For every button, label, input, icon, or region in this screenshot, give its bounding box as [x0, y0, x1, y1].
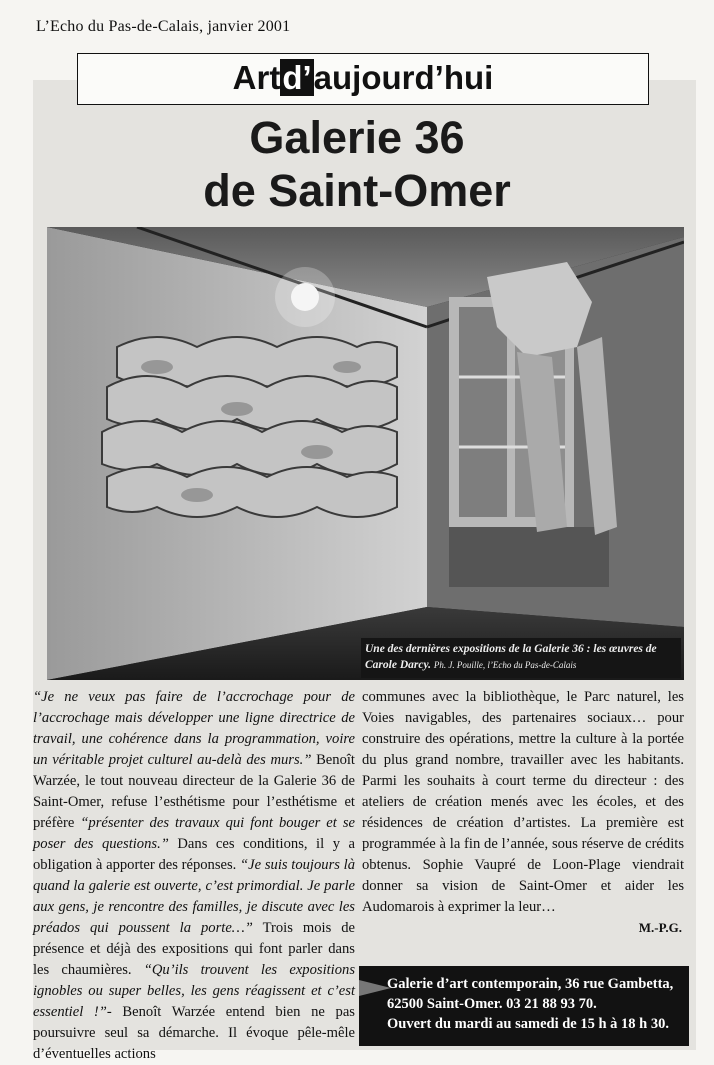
gallery-photo: [47, 227, 684, 680]
headline-line-1: Galerie 36: [249, 112, 465, 163]
quote-1: “Je ne veux pas faire de l’accrochage pour de l’accrochage mais développer une ligne directrice de travail, une cohérence dans la programmation, voire un véritable projet culturel au-delà des murs.”: [33, 689, 355, 768]
text-2: Dans ces conditions, il y a obligation à apporter des réponses.: [33, 836, 355, 873]
article-column-2: [362, 687, 684, 918]
info-line-2: Ouvert du mardi au samedi de 15 h à 18 h 30.: [387, 1016, 669, 1032]
quote-2: “présenter des travaux qui font bouger et se poser des questions.”: [33, 815, 355, 852]
source-line: L’Echo du Pas-de-Calais, janvier 2001: [36, 18, 291, 35]
gallery-photo-icon: [47, 227, 684, 680]
text-3: Trois mois de présence et déjà des expositions qui font parler dans les chaumières.: [33, 920, 355, 978]
photo-caption: [361, 638, 681, 678]
column-2-paragraph: communes avec la bibliothèque, le Parc naturel, les Voies navigables, des partenaires sociaux… pour construire des opérations, mettre la culture à la portée du plus grand nombre, travailler avec les habitants. Parmi les souhaits à court terme du directeur : des ateliers de création menés avec les écoles, et des résidences de création d’artistes. La première est programmée à la fin de l’année, sous réserve de crédits obtenus. Sophie Vaupré de Loon-Plage viendrait donner sa vision de Saint-Omer et aider les Audomarois à exprimer la leur…: [362, 689, 684, 915]
info-box: [359, 966, 689, 1046]
arrow-icon: [359, 980, 391, 996]
text-1: Benoît Warzée, le tout nouveau directeur de la Galerie 36 de Saint-Omer, refuse l’esthétisme pour l’esthétisme et préfère: [33, 752, 355, 831]
author-signature: M.-P.G.: [638, 920, 682, 935]
text-4: - Benoît Warzée entend bien ne pas poursuivre seul sa démarche. Il évoque pêle-mêle d’éventuelles actions: [33, 1004, 355, 1062]
rubric-part-d: d’: [282, 59, 312, 96]
rubric-banner: [77, 53, 649, 105]
caption-credit: Ph. J. Pouille, l’Echo du Pas-de-Calais: [433, 660, 577, 670]
quote-4: “Qu’ils trouvent les expositions ignobles ou super belles, les gens réagissent et c’est essentiel !”: [33, 962, 356, 1020]
rubric-part-aujourdhui: aujourd’hui: [313, 59, 494, 96]
info-line-1: Galerie d’art contemporain, 36 rue Gambetta, 62500 Saint-Omer. 03 21 88 93 70.: [387, 976, 674, 1012]
rubric-part-art: Art: [232, 59, 281, 96]
column-1-paragraph: [33, 687, 355, 1065]
caption-text: Une des dernières expositions de la Galerie 36 : les œuvres de Carole Darcy.: [365, 643, 657, 671]
article-column-1: [33, 687, 355, 1065]
quote-3: “Je suis toujours là quand la galerie est ouverte, c’est primordial. Je parle aux gens, je rencontre des familles, je discute avec les préados qui poussent la porte…”: [33, 857, 355, 936]
headline-line-2: de Saint-Omer: [203, 165, 511, 216]
